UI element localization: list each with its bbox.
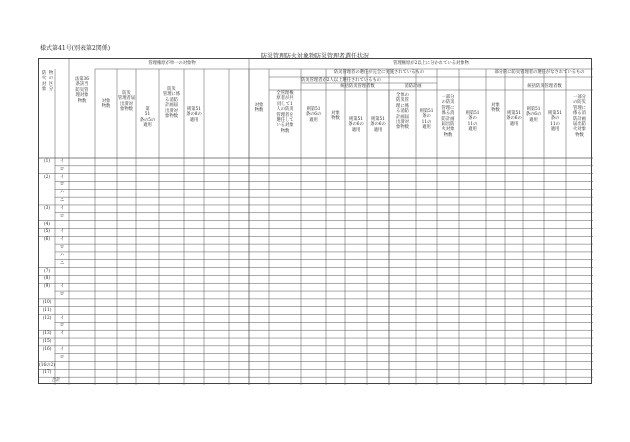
row-subcategory: イ bbox=[59, 205, 65, 211]
column-header-19: 則第51 条の 11の 適用 bbox=[547, 111, 563, 133]
column-header-12: 全体の 防災管 理に係 る消防 計画届 出済対 象物数 bbox=[396, 93, 409, 131]
row-category-number: (1) bbox=[43, 159, 51, 164]
column-header-16: 対象 物数 bbox=[491, 103, 500, 114]
column-header-15: 則第51 条の 11の 適用 bbox=[465, 111, 480, 133]
column-header-20: 一部分 の防災 管理に 係る消 防計画 届出防 火対象 物数 bbox=[573, 95, 586, 138]
column-header-7: 全管理権 原者が共 同して1 人の防災 管理者を 選任して いる対象 物数 bbox=[276, 91, 294, 134]
row-category-number: (8) bbox=[43, 276, 51, 282]
row-subcategory: ニ bbox=[59, 260, 65, 266]
row-subcategory: ロ bbox=[59, 213, 65, 219]
row-label-left: 防 火 対 象 bbox=[41, 71, 47, 93]
row-category-number: (16の2) bbox=[39, 362, 55, 368]
column-header-3: 第 51 条の5の 適用 bbox=[139, 107, 156, 129]
header-joint-manager: 統括防災管理者数 bbox=[340, 84, 375, 89]
row-category-number: (2) bbox=[43, 174, 51, 180]
row-category-number: (4) bbox=[43, 221, 51, 227]
row-subcategory: イ bbox=[59, 174, 65, 180]
column-header-17: 則第51 条の6の 適用 bbox=[506, 111, 522, 127]
header-two-or-more: 防災管理者が2人以上選任されているもの bbox=[301, 78, 382, 83]
header-partial: 部分的に防災管理者の選任がなされているもの bbox=[494, 70, 585, 75]
row-subcategory: ハ bbox=[59, 252, 65, 258]
column-header-9: 対象 物数 bbox=[331, 111, 340, 122]
row-subcategory: ロ bbox=[59, 182, 65, 188]
row-subcategory: ロ bbox=[59, 166, 65, 172]
row-category-number: (9) bbox=[43, 284, 51, 290]
row-subcategory: イ bbox=[59, 284, 65, 290]
row-category-number: (10) bbox=[42, 299, 52, 305]
row-subcategory: ロ bbox=[59, 354, 65, 360]
row-category-number: (6) bbox=[43, 237, 51, 243]
row-subcategory: イ bbox=[59, 346, 65, 352]
header-fire-plan: 消防計画 bbox=[404, 84, 422, 89]
header-joint-manager-partial: 統括防災管理者数 bbox=[527, 84, 562, 89]
row-subcategory: イ bbox=[59, 331, 65, 337]
row-category-number: (17) bbox=[42, 370, 52, 376]
header-complete: 防災管理者の選任が完全に実施されているもの bbox=[333, 70, 425, 75]
row-category-number: (15) bbox=[42, 339, 52, 345]
column-header-13: 則第51 条の 11の 適用 bbox=[419, 109, 434, 131]
header-single-owner: 管理権原が単一の対象物 bbox=[148, 61, 196, 66]
row-subcategory: ロ bbox=[59, 292, 65, 298]
row-category-number: (5) bbox=[43, 229, 51, 235]
status-table bbox=[38, 58, 592, 384]
column-header-2: 防災 管理者届 出済対 象物数 bbox=[117, 91, 136, 113]
row-category-number: (11) bbox=[42, 307, 52, 313]
row-subcategory: ハ bbox=[59, 190, 65, 196]
row-subcategory: イ bbox=[59, 229, 65, 235]
column-header-6: 対象 物数 bbox=[254, 103, 264, 114]
header-total-count: 法第36 条該当 防災管 理対象 物数 bbox=[74, 77, 90, 104]
row-category-number: (3) bbox=[43, 205, 51, 211]
header-multi-owner: 管理権原が2以上に分かれている対象物 bbox=[393, 61, 469, 66]
row-category-number: (12) bbox=[42, 315, 52, 321]
column-header-8: 則第51 条の6の 適用 bbox=[305, 107, 322, 123]
row-label-right: 物 の 区 分 bbox=[48, 71, 54, 93]
row-category-number: (7) bbox=[43, 268, 51, 274]
form-number-label: 様式第41号(別表第2関係) bbox=[40, 45, 111, 52]
row-subcategory: ロ bbox=[59, 245, 65, 251]
row-category-number: 合計 bbox=[51, 378, 61, 384]
column-header-14: 一部分 の防災 管理に 係る消 防計画 届出防 火対象 物数 bbox=[441, 95, 455, 138]
row-subcategory: ロ bbox=[59, 323, 65, 329]
column-header-4: 防災 管理に係 る消防 計画届 出済対 象物数 bbox=[162, 87, 181, 120]
column-header-1: 対象 物数 bbox=[101, 99, 111, 110]
column-header-18: 則第51 条の6の 適用 bbox=[525, 107, 542, 123]
column-header-11: 則第51 条の6の 適用 bbox=[370, 117, 386, 133]
row-subcategory: イ bbox=[59, 315, 65, 321]
column-header-5: 則第51 条の8の 適用 bbox=[186, 107, 202, 123]
form-title: 防災管理防火対象物防災管理者選任状況 bbox=[260, 53, 369, 60]
row-subcategory: ニ bbox=[59, 198, 65, 204]
row-subcategory: イ bbox=[59, 159, 65, 164]
row-subcategory: イ bbox=[59, 237, 65, 243]
row-category-number: (16) bbox=[42, 346, 52, 352]
row-category-number: (13) bbox=[42, 331, 52, 337]
column-header-10: 則第51 条の6の 適用 bbox=[348, 117, 364, 133]
